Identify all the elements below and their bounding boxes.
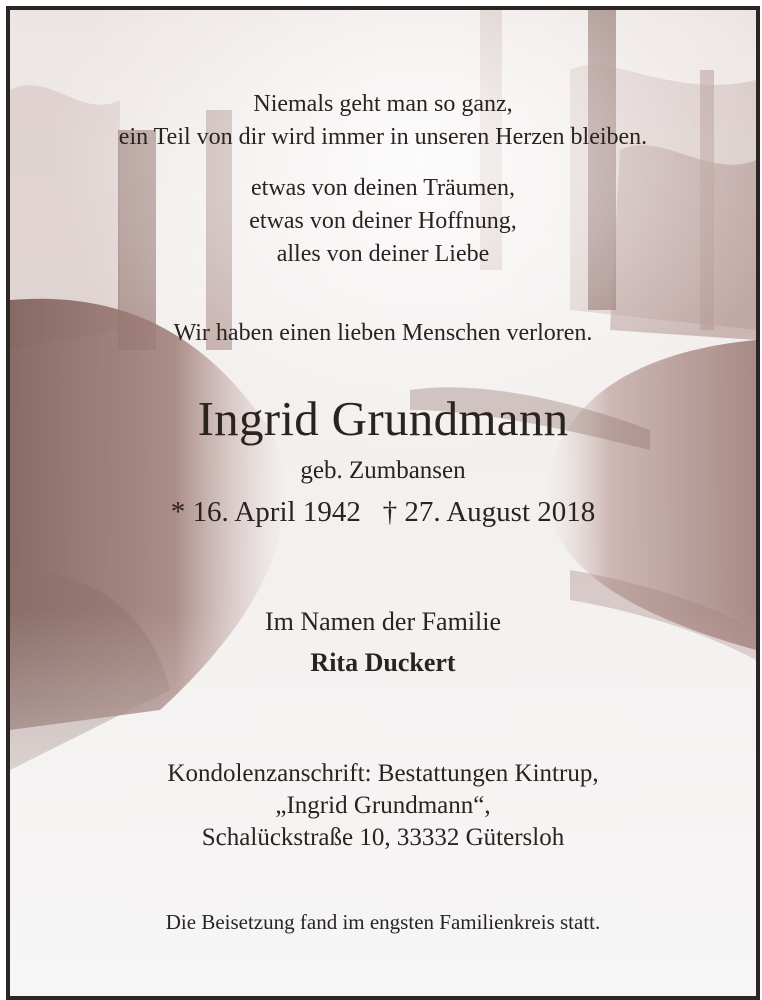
burial-note: Die Beisetzung fand im engsten Familienkreis statt. — [165, 910, 601, 934]
obituary-card — [6, 6, 760, 1000]
deceased-name: Ingrid Grundmann — [197, 391, 569, 446]
life-dates — [10, 496, 756, 529]
birth-name: geb. Zumbansen — [300, 457, 466, 484]
poem-line-4: etwas von deiner Hoffnung, — [249, 208, 517, 234]
poem-line-5: alles von deiner Liebe — [276, 241, 490, 267]
family-intro: Im Namen der Familie — [264, 607, 502, 636]
condolence-line-1: Kondolenzanschrift: Bestattungen Kintrup, — [167, 760, 599, 787]
condolence-line-3: Schalückstraße 10, 33332 Gütersloh — [201, 824, 565, 851]
loss-statement: Wir haben einen lieben Menschen verloren. — [173, 320, 593, 346]
poem-line-3: etwas von deinen Träumen, — [251, 175, 515, 201]
condolence-line-2: „Ingrid Grundmann“, — [275, 792, 491, 819]
poem-line-1: Niemals geht man so ganz, — [253, 91, 513, 117]
signer-name: Rita Duckert — [310, 648, 456, 677]
poem-line-2: ein Teil von dir wird immer in unseren Herzen bleiben. — [118, 124, 648, 150]
birth-date: * 16. April 1942 — [170, 496, 361, 528]
death-date: † 27. August 2018 — [382, 496, 596, 528]
